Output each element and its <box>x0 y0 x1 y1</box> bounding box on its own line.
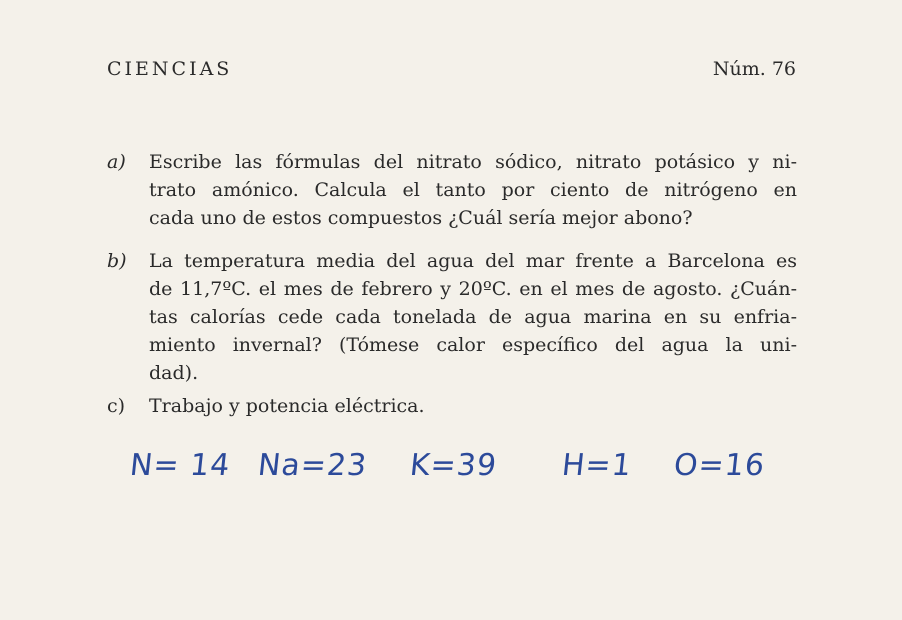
handwritten-note-nitrogen: N= 14 <box>128 448 233 483</box>
question-line: La temperatura media del agua del mar frente a Barcelona es <box>149 250 797 272</box>
question-a <box>107 148 797 238</box>
question-b <box>107 247 797 384</box>
question-line: miento invernal? (Tómese calor específico del agua la uni- <box>149 334 797 356</box>
handwritten-note-sodium: Na=23 <box>256 448 369 483</box>
handwritten-note-oxygen: O=16 <box>672 448 767 483</box>
handwritten-note-potassium: K=39 <box>408 448 499 483</box>
question-letter: b) <box>107 250 127 272</box>
question-line: tas calorías cede cada tonelada de agua marina en su enfria- <box>149 306 797 328</box>
question-line: cada uno de estos compuestos ¿Cuál sería mejor abono? <box>149 207 693 229</box>
question-line: dad). <box>149 362 199 384</box>
handwritten-atomic-masses <box>0 448 902 498</box>
question-text <box>149 247 797 387</box>
question-line: trato amónico. Calcula el tanto por ciento de nitrógeno en <box>149 179 797 201</box>
question-line: Escribe las fórmulas del nitrato sódico, nitrato potásico y ni- <box>149 151 797 173</box>
question-line: Trabajo y potencia eléctrica. <box>149 395 425 417</box>
subject-title: CIENCIAS <box>107 58 233 80</box>
question-letter: c) <box>107 395 126 417</box>
question-letter: a) <box>107 151 126 173</box>
handwritten-note-hydrogen: H=1 <box>560 448 634 483</box>
question-text <box>149 392 797 420</box>
card-number: Núm. 76 <box>712 58 796 80</box>
question-line: de 11,7ºC. el mes de febrero y 20ºC. en el mes de agosto. ¿Cuán- <box>149 278 797 300</box>
question-text <box>149 148 797 232</box>
question-c <box>107 392 797 422</box>
